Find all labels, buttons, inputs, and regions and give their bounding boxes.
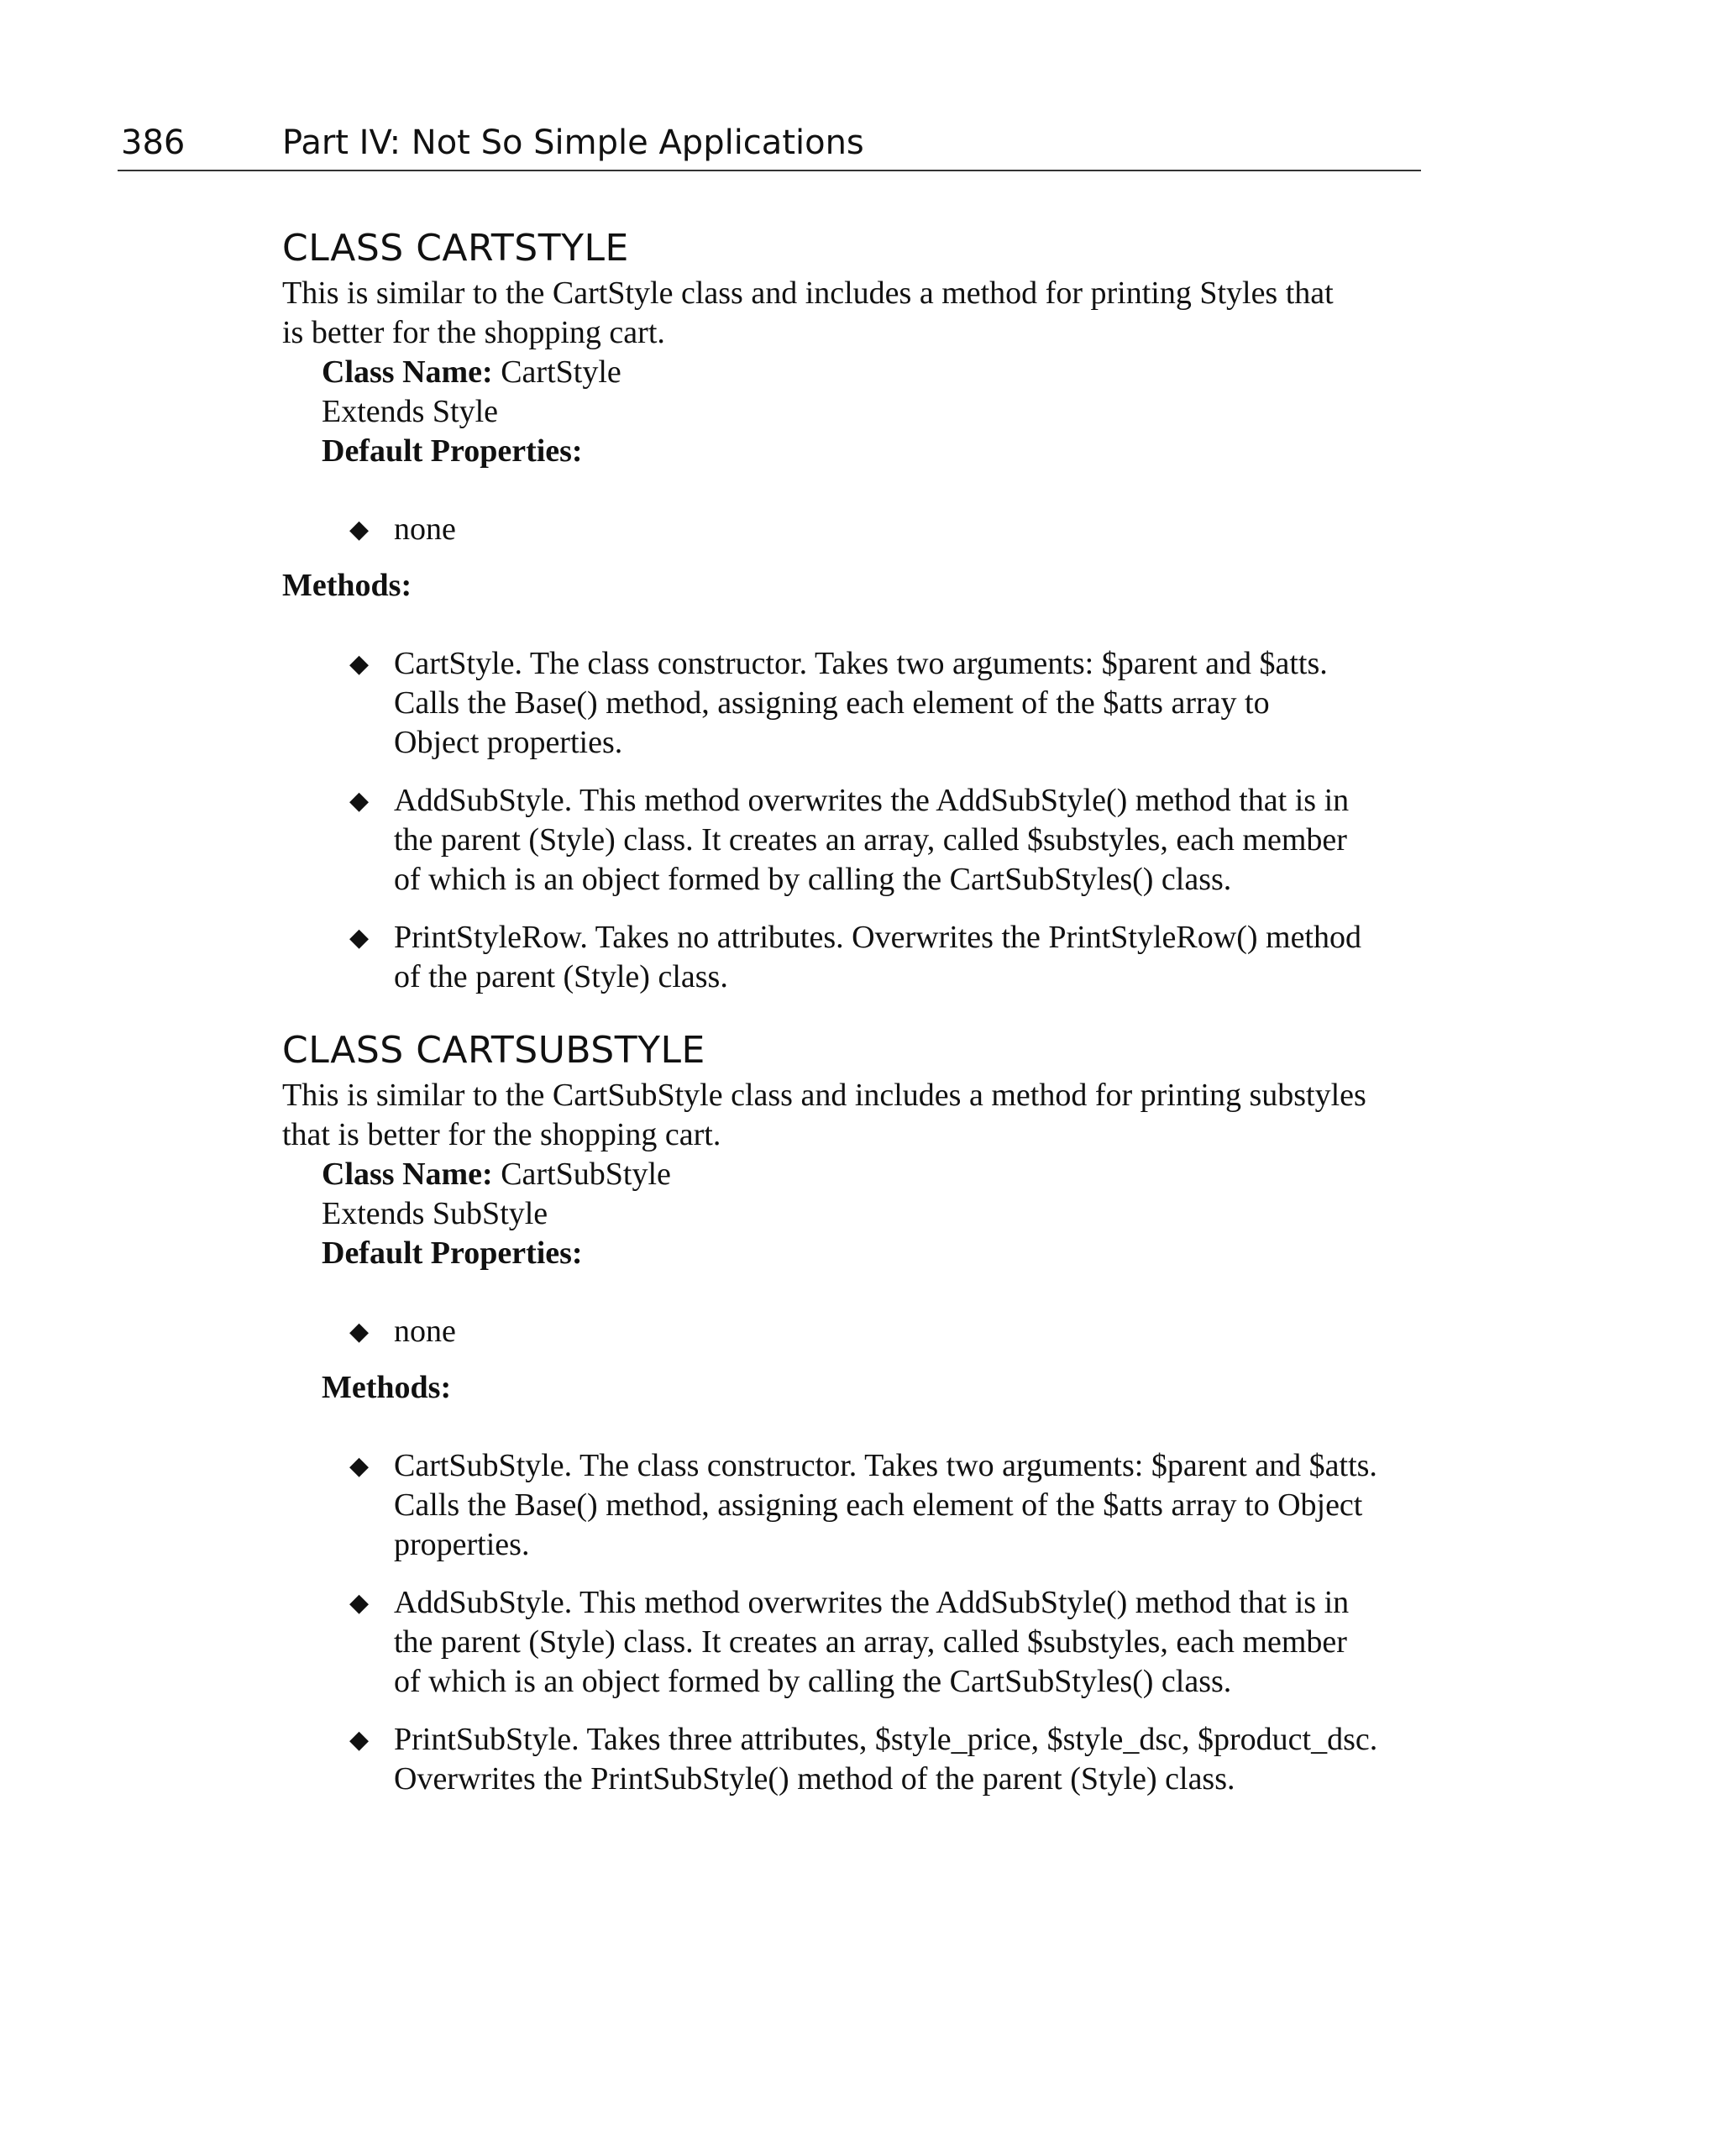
- method-line: Calls the Base() method, assigning each element of the $atts array to: [394, 685, 1270, 721]
- methods-label: Methods:: [322, 1370, 452, 1405]
- default-properties-list: [282, 1312, 1421, 1351]
- section-heading: CLASS CARTSTYLE: [282, 227, 629, 270]
- methods-label: Methods:: [282, 568, 412, 603]
- class-name-value: CartSubStyle: [501, 1157, 671, 1192]
- class-name-line: [282, 1155, 1421, 1194]
- methods-list: [282, 1446, 1421, 1799]
- class-name-value: CartStyle: [501, 354, 621, 390]
- list-item: [282, 1720, 1421, 1799]
- intro-line: This is similar to the CartStyle class and includes a method for printing Styles that: [282, 275, 1334, 311]
- section-cartsubstyle: [282, 1026, 1421, 1799]
- section-heading: CLASS CARTSUBSTYLE: [282, 1029, 705, 1072]
- diamond-bullet-icon: ◆: [349, 1725, 370, 1755]
- diamond-bullet-icon: ◆: [349, 649, 370, 679]
- method-line: AddSubStyle. This method overwrites the AddSubStyle() method that is in: [394, 783, 1350, 818]
- intro-line: This is similar to the CartSubStyle class and includes a method for printing substyles: [282, 1078, 1366, 1113]
- page-content: [282, 223, 1421, 1799]
- section-intro: [282, 1076, 1421, 1155]
- extends-line: Extends SubStyle: [322, 1196, 548, 1231]
- method-line: CartStyle. The class constructor. Takes two arguments: $parent and $atts.: [394, 646, 1328, 681]
- method-line: properties.: [394, 1527, 530, 1562]
- list-item: [282, 1583, 1421, 1702]
- method-line: PrintSubStyle. Takes three attributes, $style_price, $style_dsc, $product_dsc.: [394, 1722, 1378, 1757]
- section-intro: [282, 274, 1421, 353]
- method-line: PrintStyleRow. Takes no attributes. Overwrites the PrintStyleRow() method: [394, 920, 1361, 955]
- default-properties-label: Default Properties:: [322, 433, 583, 469]
- method-line: Calls the Base() method, assigning each element of the $atts array to Object: [394, 1487, 1363, 1523]
- method-line: of which is an object formed by calling the CartSubStyles() class.: [394, 1664, 1232, 1699]
- default-properties-list: [282, 510, 1421, 549]
- method-line: CartSubStyle. The class constructor. Takes two arguments: $parent and $atts.: [394, 1448, 1377, 1483]
- list-item: [282, 1446, 1421, 1565]
- intro-line: that is better for the shopping cart.: [282, 1117, 721, 1152]
- page-header: [118, 116, 1421, 171]
- diamond-bullet-icon: ◆: [349, 1588, 370, 1618]
- method-line: the parent (Style) class. It creates an array, called $substyles, each member: [394, 822, 1347, 858]
- method-line: of which is an object formed by calling the CartSubStyles() class.: [394, 862, 1232, 897]
- list-item-text: none: [394, 1314, 456, 1349]
- class-name-line: [282, 353, 1421, 392]
- diamond-bullet-icon: ◆: [349, 923, 370, 952]
- running-head: Part IV: Not So Simple Applications: [282, 123, 864, 162]
- class-name-label: Class Name:: [322, 1157, 493, 1192]
- list-item: [282, 781, 1421, 900]
- diamond-bullet-icon: ◆: [349, 1451, 370, 1481]
- diamond-bullet-icon: ◆: [349, 515, 370, 544]
- page-number: 386: [121, 123, 186, 162]
- diamond-bullet-icon: ◆: [349, 1317, 370, 1346]
- methods-list: [282, 644, 1421, 997]
- method-line: AddSubStyle. This method overwrites the AddSubStyle() method that is in: [394, 1585, 1350, 1620]
- section-cartstyle: [282, 223, 1421, 997]
- default-properties-label: Default Properties:: [322, 1235, 583, 1271]
- method-line: Overwrites the PrintSubStyle() method of the parent (Style) class.: [394, 1761, 1235, 1797]
- intro-line: is better for the shopping cart.: [282, 315, 665, 350]
- list-item: [282, 644, 1421, 763]
- diamond-bullet-icon: ◆: [349, 786, 370, 816]
- method-line: Object properties.: [394, 725, 623, 760]
- class-name-label: Class Name:: [322, 354, 493, 390]
- list-item: [282, 918, 1421, 997]
- method-line: the parent (Style) class. It creates an array, called $substyles, each member: [394, 1624, 1347, 1660]
- list-item-text: none: [394, 511, 456, 547]
- list-item: [282, 510, 1421, 549]
- method-line: of the parent (Style) class.: [394, 959, 728, 994]
- list-item: [282, 1312, 1421, 1351]
- extends-line: Extends Style: [322, 394, 499, 429]
